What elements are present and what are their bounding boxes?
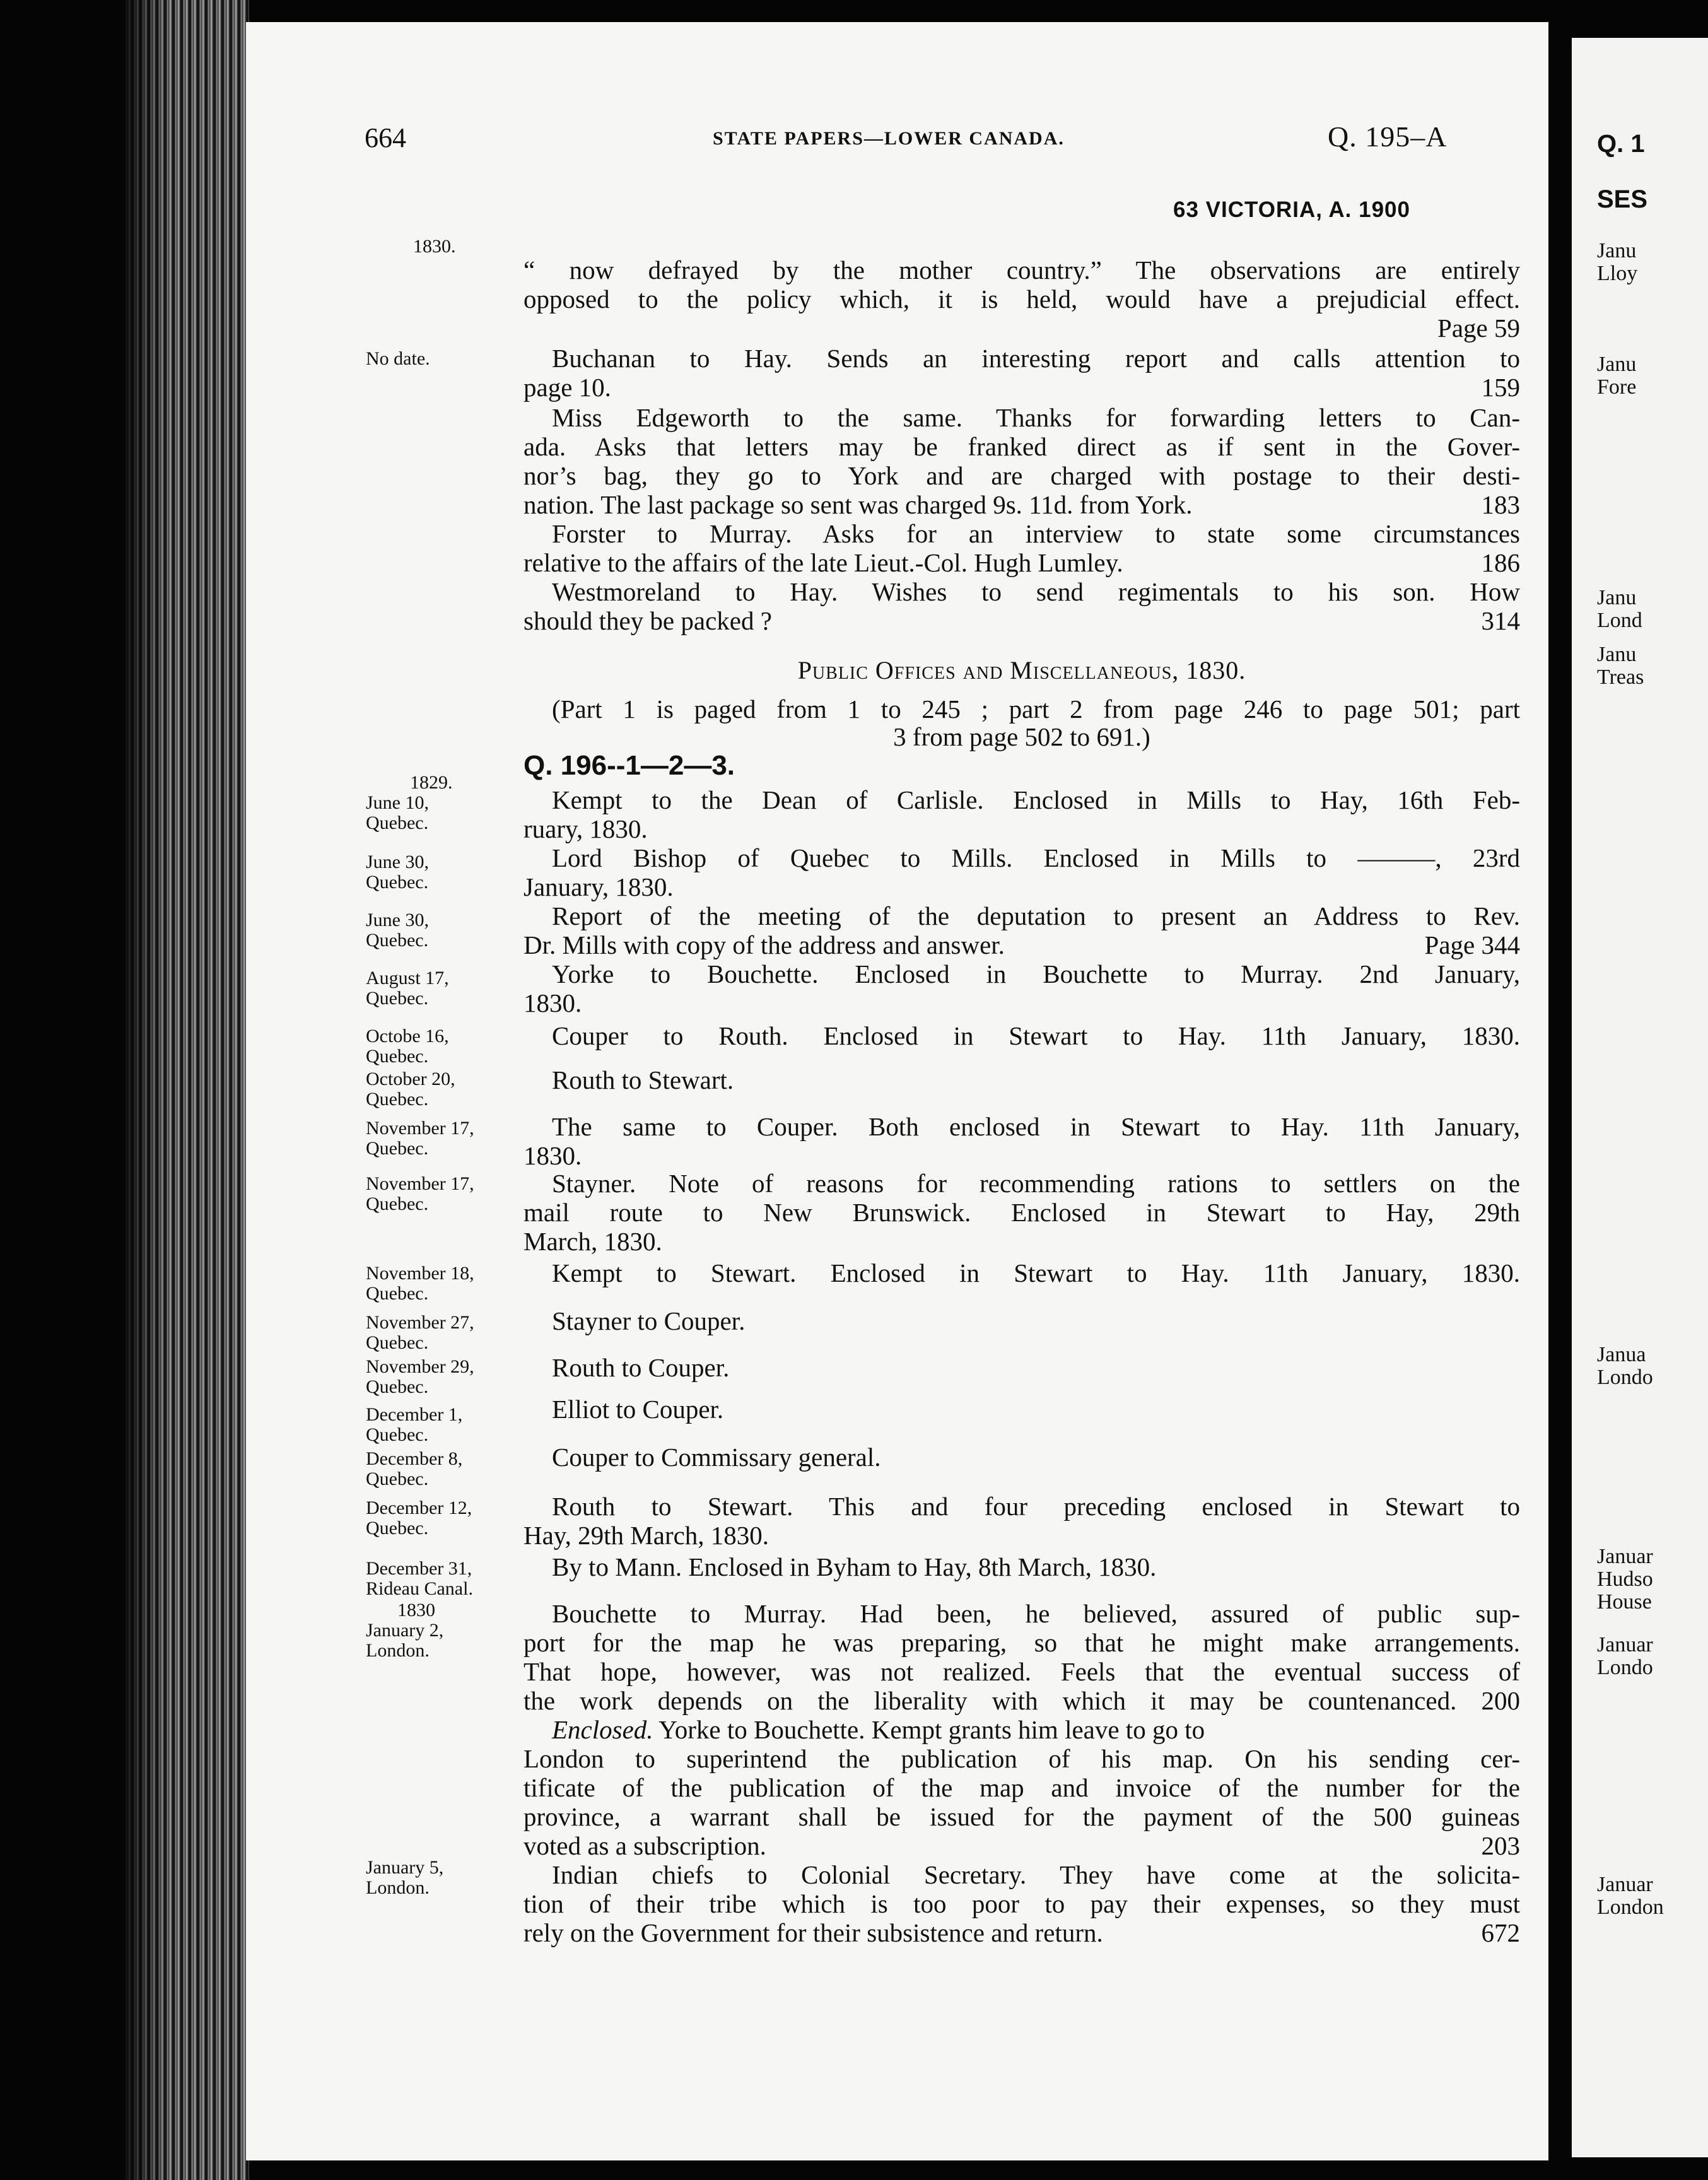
text-line: Hay, 29th March, 1830.	[524, 1521, 769, 1550]
text-line: ruary, 1830.	[524, 814, 648, 843]
entry-line: Miss Edgeworth to the same. Thanks for forwarding letters to Can-	[552, 403, 1520, 432]
text-line: January, 1830.	[524, 872, 674, 901]
volume-heading: Q. 196--1—2—3.	[524, 750, 735, 781]
page-reference: 672	[1481, 1918, 1520, 1947]
entry-line: Indian chiefs to Colonial Secretary. They have come at the solicita-	[552, 1860, 1520, 1889]
page-reference: 159	[1481, 373, 1520, 402]
margin-date: 1830.	[413, 236, 456, 257]
entry-line: Kempt to Stewart. Enclosed in Stewart to Hay. 11th January, 1830.	[552, 1258, 1520, 1287]
text-line: page 10. 159	[524, 373, 1520, 402]
entry-line: Stayner to Couper.	[552, 1306, 746, 1335]
facing-page-note: Januar London	[1597, 1873, 1664, 1919]
margin-date: 1830 January 2, London.	[366, 1600, 444, 1661]
session-heading: 63 VICTORIA, A. 1900	[1173, 197, 1410, 222]
text-line: London to superintend the publication of his map. On his sending cer-	[524, 1744, 1520, 1773]
enclosed-label: Enclosed.	[552, 1715, 653, 1744]
page-reference: 314	[1481, 606, 1520, 635]
margin-date: 1829.	[410, 772, 453, 793]
page-number: 664	[365, 122, 406, 153]
facing-page-note: Januar Hudso House	[1597, 1545, 1653, 1614]
text-line: 1830.	[524, 988, 582, 1017]
text-line: mail route to New Brunswick. Enclosed in Stewart to Hay, 29th	[524, 1198, 1520, 1227]
facing-page-note: Janu Lond	[1597, 586, 1642, 632]
document-page	[246, 22, 1548, 2160]
entry-line: Kempt to the Dean of Carlisle. Enclosed in Mills to Hay, 16th Feb-	[552, 785, 1520, 814]
text-line: the work depends on the liberality with which it may be countenanced. 200	[524, 1686, 1520, 1715]
margin-date: August 17, Quebec.	[366, 968, 449, 1009]
entry-line: Routh to Stewart. This and four preceding enclosed in Stewart to	[552, 1492, 1520, 1521]
entry-line: Lord Bishop of Quebec to Mills. Enclosed in Mills to ———, 23rd	[552, 843, 1520, 872]
text-line: (Part 1 is paged from 1 to 245 ; part 2 from page 246 to page 501; part	[552, 694, 1520, 724]
text-line: 3 from page 502 to 691.)	[893, 722, 1150, 751]
text-line: nor’s bag, they go to York and are charged with postage to their desti-	[524, 461, 1520, 490]
page-reference: 183	[1481, 490, 1520, 519]
entry-line: Forster to Murray. Asks for an interview to state some circumstances	[552, 519, 1520, 548]
text-line: opposed to the policy which, it is held, would have a prejudicial effect.	[524, 284, 1520, 314]
entry-line: Report of the meeting of the deputation to present an Address to Rev.	[552, 901, 1520, 930]
margin-date: June 30, Quebec.	[366, 910, 429, 951]
facing-page-fragment	[1572, 38, 1708, 2157]
text-line: “ now defrayed by the mother country.” The observations are entirely	[524, 255, 1520, 284]
facing-page-session: SES	[1597, 185, 1648, 213]
entry-line: Buchanan to Hay. Sends an interesting report and calls attention to	[552, 344, 1520, 373]
margin-date: October 20, Quebec.	[366, 1069, 455, 1110]
margin-date: December 8, Quebec.	[366, 1448, 463, 1489]
margin-date: Octobe 16, Quebec.	[366, 1026, 449, 1067]
margin-date: June 10, Quebec.	[366, 792, 429, 833]
text-line: March, 1830.	[524, 1227, 662, 1256]
volume-reference: Q. 195–A	[1328, 120, 1448, 153]
text-line: should they be packed ? 314	[524, 606, 1520, 635]
page-reference: 203	[1481, 1831, 1520, 1860]
entry-line: Couper to Routh. Enclosed in Stewart to Hay. 11th January, 1830.	[552, 1021, 1520, 1050]
entry-line: Yorke to Bouchette. Enclosed in Bouchette to Murray. 2nd January,	[552, 959, 1520, 988]
entry-line: By to Mann. Enclosed in Byham to Hay, 8th March, 1830.	[552, 1552, 1157, 1581]
entry-line: Routh to Couper.	[552, 1353, 730, 1382]
text-line: rely on the Government for their subsistence and return. 672	[524, 1918, 1520, 1947]
entry-line: Bouchette to Murray. Had been, he believed, assured of public sup-	[552, 1599, 1520, 1628]
facing-page-reference: Q. 1	[1597, 130, 1645, 158]
text-line: nation. The last package so sent was charged 9s. 11d. from York. 183	[524, 490, 1520, 519]
facing-page-note: Januar Londo	[1597, 1633, 1653, 1679]
page-reference: Page 59	[1437, 314, 1520, 343]
text-line: tion of their tribe which is too poor to pay their expenses, so they must	[524, 1889, 1520, 1918]
entry-line: Stayner. Note of reasons for recommending rations to settlers on the	[552, 1169, 1520, 1198]
margin-date: June 30, Quebec.	[366, 852, 429, 893]
facing-page-note: Janu Fore	[1597, 353, 1637, 399]
margin-date: November 17, Quebec.	[366, 1173, 474, 1214]
page-reference: 186	[1481, 548, 1520, 577]
text-line: That hope, however, was not realized. Feels that the eventual success of	[524, 1657, 1520, 1686]
text-line: province, a warrant shall be issued for the payment of the 500 guineas	[524, 1802, 1520, 1831]
text-line: Dr. Mills with copy of the address and answer. Page 344	[524, 930, 1520, 959]
margin-date: December 12, Quebec.	[366, 1497, 472, 1538]
page-edges-shadow	[120, 0, 170, 2180]
margin-date: November 27, Quebec.	[366, 1312, 474, 1353]
text-line: 1830.	[524, 1141, 582, 1170]
facing-page-note: Janu Treas	[1597, 643, 1644, 689]
margin-date: December 31, Rideau Canal.	[366, 1558, 473, 1599]
text-line: tificate of the publication of the map and invoice of the number for the	[524, 1773, 1520, 1802]
margin-date: January 5, London.	[366, 1857, 444, 1898]
page-reference: Page 344	[1424, 930, 1520, 959]
entry-line: Westmoreland to Hay. Wishes to send regimentals to his son. How	[552, 577, 1520, 606]
margin-date: No date.	[366, 348, 430, 369]
text-line: voted as a subscription. 203	[524, 1831, 1520, 1860]
entry-line: Elliot to Couper.	[552, 1395, 724, 1424]
section-title: Public Offices and Miscellaneous, 1830.	[797, 656, 1246, 684]
facing-page-note: Janua Londo	[1597, 1343, 1653, 1389]
entry-line: The same to Couper. Both enclosed in Stewart to Hay. 11th January,	[552, 1112, 1520, 1141]
margin-date: November 17, Quebec.	[366, 1118, 474, 1159]
text-line: ada. Asks that letters may be franked direct as if sent in the Gover-	[524, 432, 1520, 461]
entry-line: Couper to Commissary general.	[552, 1443, 881, 1472]
entry-line: Enclosed. Yorke to Bouchette. Kempt grants him leave to go to	[552, 1715, 1205, 1744]
margin-date: December 1, Quebec.	[366, 1404, 463, 1445]
margin-date: November 29, Quebec.	[366, 1356, 474, 1397]
text-line: relative to the affairs of the late Lieut.-Col. Hugh Lumley. 186	[524, 548, 1520, 577]
facing-page-note: Janu Lloy	[1597, 239, 1638, 285]
running-title: STATE PAPERS—LOWER CANADA.	[713, 128, 1065, 149]
entry-line: Routh to Stewart.	[552, 1065, 734, 1094]
margin-date: November 18, Quebec.	[366, 1263, 474, 1304]
text-line: port for the map he was preparing, so that he might make arrangements.	[524, 1628, 1520, 1657]
